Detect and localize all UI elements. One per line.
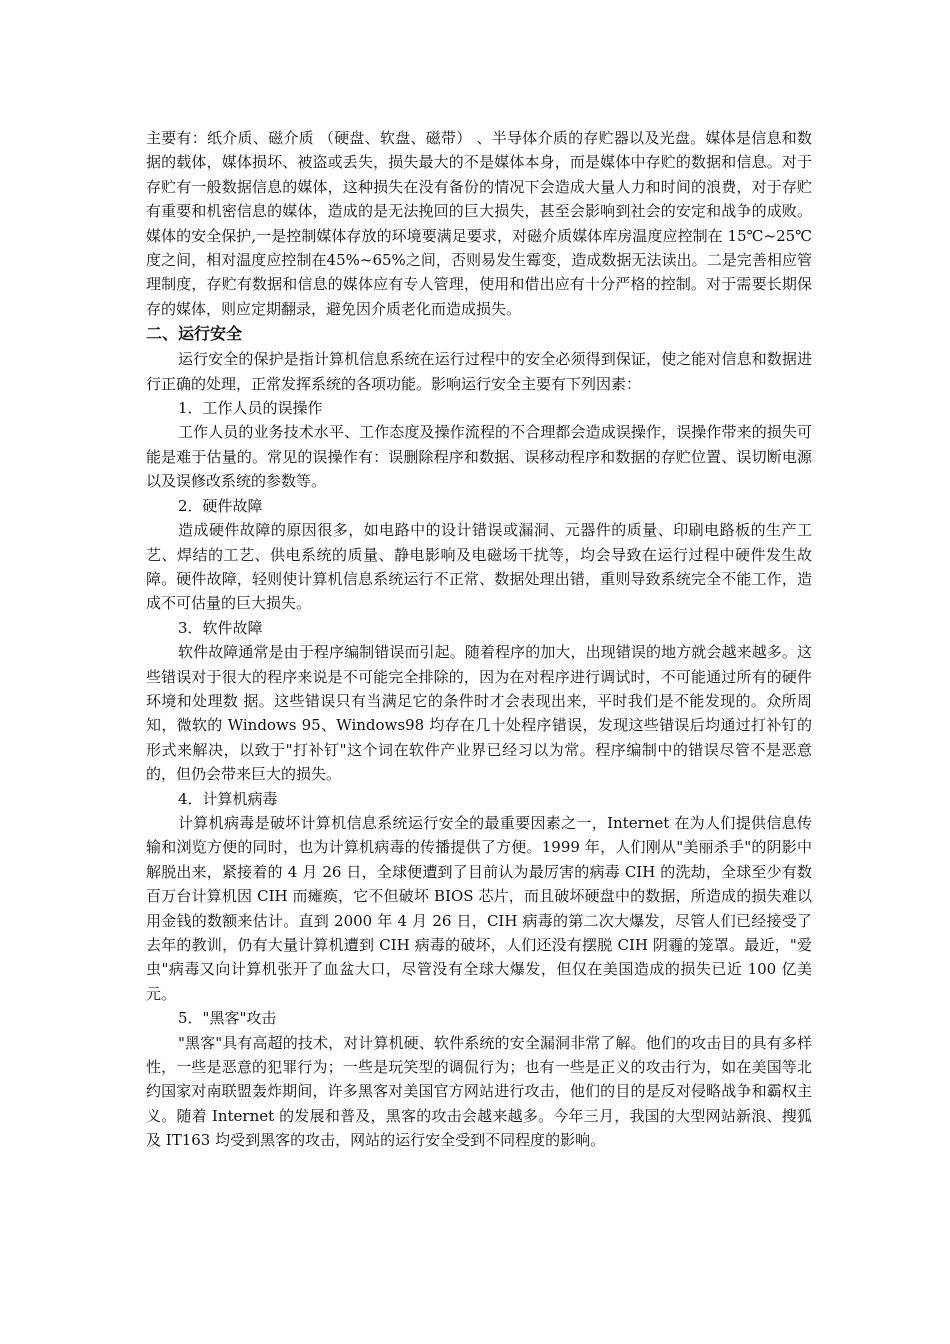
paragraph-software-failure: 软件故障通常是由于程序编制错误而引起。随着程序的加大，出现错误的地方就会越来越多。这些错误对于很大的程序来说是不可能完全排除的，因为在对程序进行调试时，不可能通过所有的硬件环境和处理数 据。这些错误只有当满足它的条件时才会表现出来，平时我们是不能发现的。众所周知，微软的 Windows 95、Windows98 均存在几十处程序错误，发现这些错误后均通过打补钉的形式来解决，以致于"打补钉"这个词在软件产业界已经习以为常。程序编制中的错误尽管不是恶意的，但仍会带来巨大的损失。 <box>146 643 812 784</box>
subheading-operator-error: 1．工作人员的误操作 <box>178 399 323 418</box>
paragraph-hacker-attack: "黑客"具有高超的技术，对计算机硬、软件系统的安全漏洞非常了解。他们的攻击目的具有多样性，一些是恶意的犯罪行为；一些是玩笑型的调侃行为；也有一些是正义的攻击行为，如在美国等北约国家对南联盟轰炸期间，许多黑客对美国官方网站进行攻击，他们的目的是反对侵略战争和霸权主义。随着 Internet 的发展和普及，黑客的攻击会越来越多。今年三月，我国的大型网站新浪、搜狐及 IT163 均受到黑客的攻击，网站的运行安全受到不同程度的影响。 <box>146 1033 812 1150</box>
subheading-computer-virus: 4．计算机病毒 <box>178 789 278 808</box>
document-page <box>146 126 812 1153</box>
paragraph-computer-virus: 计算机病毒是破坏计算机信息系统运行安全的最重要因素之一，Internet 在为人们提供信息传输和浏览方便的同时，也为计算机病毒的传播提供了方便。1999 年，人们刚从"美丽杀手"的阴影中解脱出来，紧接着的 4 月 26 日，全球便遭到了目前认为最厉害的病毒 CIH 的洗劫，全球至少有数百万台计算机因 CIH 而瘫痪，它不但破坏 BIOS 芯片，而且破坏硬盘中的数据，所造成的损失难以用金钱的数额来估计。直到 2000 年 4 月 26 日，CIH 病毒的第二次大爆发，尽管人们已经接受了去年的教训，仍有大量计算机遭到 CIH 病毒的破坏，人们还没有摆脱 CIH 阴霾的笼罩。最近，"爱虫"病毒又向计算机张开了血盆大口，尽管没有全球大爆发，但仅在美国造成的损失已近 100 亿美元。 <box>146 813 812 1003</box>
section-intro-paragraph: 运行安全的保护是指计算机信息系统在运行过程中的安全必须得到保证，使之能对信息和数据进行正确的处理，正常发挥系统的各项功能。影响运行安全主要有下列因素： <box>146 350 812 393</box>
section-heading-operation-security: 二、运行安全 <box>146 324 243 344</box>
paragraph-operator-error: 工作人员的业务技术水平、工作态度及操作流程的不合理都会造成误操作，误操作带来的损失可能是难于估量的。常见的误操作有：误删除程序和数据、误移动程序和数据的存贮位置、误切断电源以及误修改系统的参数等。 <box>146 423 812 491</box>
subheading-software-failure: 3．软件故障 <box>178 618 263 637</box>
subheading-hacker-attack: 5．"黑客"攻击 <box>178 1009 277 1028</box>
media-intro-paragraph: 主要有：纸介质、磁介质 （硬盘、软盘、磁带） 、半导体介质的存贮器以及光盘。媒体是信息和数据的载体，媒体损坏、被盗或丢失，损失最大的不是媒体本身，而是媒体中存贮的数据和信息。对于存贮有一般数据信息的媒体，这种损失在没有备份的情况下会造成大量人力和时间的浪费，对于存贮有重要和机密信息的媒体，造成的是无法挽回的巨大损失，甚至会影响到社会的安定和战争的成败。媒体的安全保护,一是控制媒体存放的环境要满足要求，对磁介质媒体库房温度应控制在 15℃~25℃度之间，相对温度应控制在45%~65%之间，否则易发生霉变，造成数据无法读出。二是完善相应管理制度，存贮有数据和信息的媒体应有专人管理，使用和借出应有十分严格的控制。对于需要长期保存的媒体，则应定期翻录，避免因介质老化而造成损失。 <box>146 129 812 318</box>
subheading-hardware-failure: 2．硬件故障 <box>178 496 263 515</box>
paragraph-hardware-failure: 造成硬件故障的原因很多，如电路中的设计错误或漏洞、元器件的质量、印刷电路板的生产工艺、焊结的工艺、供电系统的质量、静电影响及电磁场干扰等，均会导致在运行过程中硬件发生故障。硬件故障，轻则使计算机信息系统运行不正常、数据处理出错，重则导致系统完全不能工作，造成不可估量的巨大损失。 <box>146 521 812 613</box>
